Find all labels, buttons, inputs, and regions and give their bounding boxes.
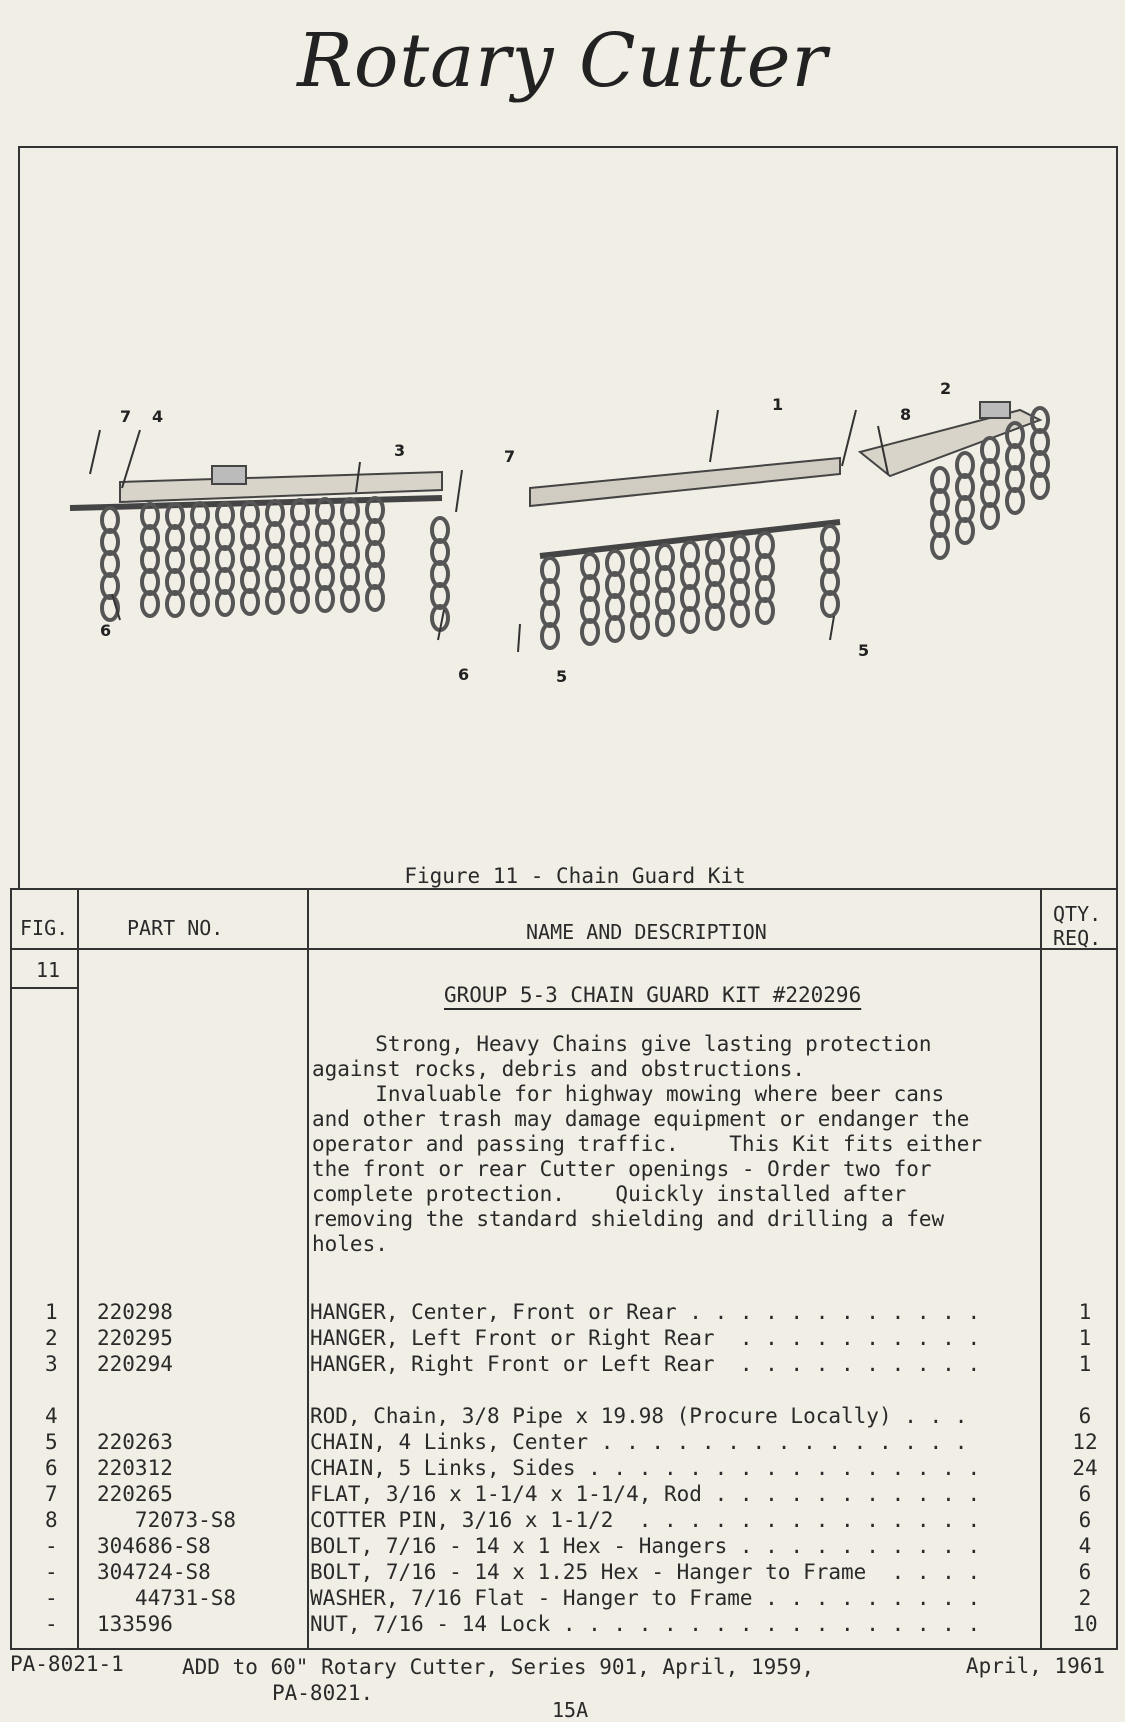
center-hanger-assembly <box>530 458 840 648</box>
table-row: 5 220263 CHAIN, 4 Links, Center . . . . . . . . . . . . . . . 12 <box>45 1430 1098 1454</box>
table-row: 8 72073-S8 COTTER PIN, 3/16 x 1-1/2 . . . . . . . . . . . . . . 6 <box>45 1508 1092 1532</box>
document-number: PA-8021-1 <box>10 1652 124 1676</box>
table-row: - 44731-S8 WASHER, 7/16 Flat - Hanger to Frame . . . . . . . . . 2 <box>45 1586 1092 1610</box>
table-row: 1 220298 HANGER, Center, Front or Rear . . . . . . . . . . . . 1 <box>45 1300 1092 1324</box>
callout-6-left: 6 <box>100 621 112 640</box>
header-part-no: PART NO. <box>127 916 224 940</box>
table-row: 2 220295 HANGER, Left Front or Right Rear . . . . . . . . . . 1 <box>45 1326 1092 1350</box>
table-row: 4 ROD, Chain, 3/8 Pipe x 19.98 (Procure Locally) . . . 6 <box>45 1404 1092 1428</box>
header-qty-top: QTY. <box>1053 902 1102 926</box>
table-row: 3 220294 HANGER, Right Front or Left Rear . . . . . . . . . . 1 <box>45 1352 1092 1376</box>
header-qty-bottom: REQ. <box>1053 926 1102 950</box>
chain-guard-illustration <box>60 370 1080 700</box>
callout-1: 1 <box>772 395 784 414</box>
footer-date: April, 1961 <box>965 1654 1105 1678</box>
left-hanger-assembly <box>70 466 448 630</box>
figure-number: 11 <box>36 958 61 982</box>
table-row: - 133596 NUT, 7/16 - 14 Lock . . . . . . . . . . . . . . . . . 10 <box>45 1612 1098 1636</box>
header-description: NAME AND DESCRIPTION <box>526 920 767 944</box>
table-row: - 304724-S8 BOLT, 7/16 - 14 x 1.25 Hex - Hanger to Frame . . . . 6 <box>45 1560 1092 1584</box>
parts-table <box>10 888 1118 1650</box>
table-row: 6 220312 CHAIN, 5 Links, Sides . . . . . . . . . . . . . . . . 24 <box>45 1456 1098 1480</box>
header-fig: FIG. <box>20 916 69 940</box>
group-title: GROUP 5-3 CHAIN GUARD KIT #220296 <box>444 983 862 1007</box>
figure-caption: Figure 11 - Chain Guard Kit <box>404 864 746 888</box>
callout-8: 8 <box>900 405 912 424</box>
page-number: 15A <box>552 1698 589 1722</box>
callout-4: 4 <box>152 407 164 426</box>
callout-2: 2 <box>940 379 952 398</box>
callout-5-right: 5 <box>858 641 870 660</box>
callout-7-right: 7 <box>504 447 516 466</box>
page-title: Rotary Cutter <box>297 18 828 104</box>
table-row: - 304686-S8 BOLT, 7/16 - 14 x 1 Hex - Hangers . . . . . . . . . . 4 <box>45 1534 1092 1558</box>
callout-3: 3 <box>394 441 406 460</box>
callout-6-right: 6 <box>458 665 470 684</box>
callout-5-left: 5 <box>556 667 568 686</box>
footer-note: ADD to 60" Rotary Cutter, Series 901, April, 1959, PA-8021. <box>182 1655 815 1705</box>
right-hanger-assembly <box>860 402 1048 558</box>
callout-7-left: 7 <box>120 407 132 426</box>
table-row: 7 220265 FLAT, 3/16 x 1-1/4 x 1-1/4, Rod . . . . . . . . . . . 6 <box>45 1482 1092 1506</box>
kit-description: Strong, Heavy Chains give lasting protection against rocks, debris and obstructions. Invaluable for highway mowing where beer cans and other trash may damage equipment or endanger the operator and passing traffic. This Kit fits either the front or rear Cutter openings - Order two for complete protection. Quickly installed after removing the standard shielding and drilling a few holes. <box>312 1032 983 1256</box>
